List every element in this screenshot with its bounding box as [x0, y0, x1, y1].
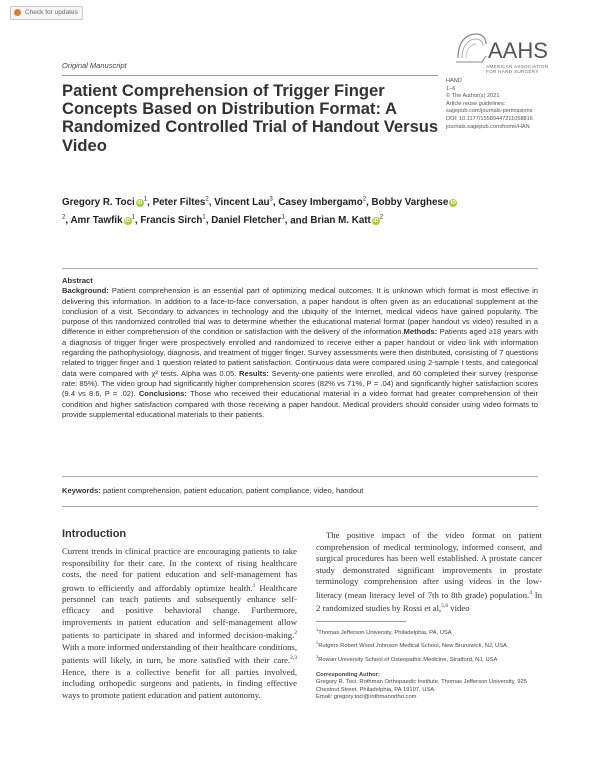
- citation[interactable]: 5,6: [441, 602, 449, 609]
- author: Casey Imbergamo$^2$,: [278, 197, 372, 209]
- logo-name: AAHS: [488, 38, 548, 63]
- citation[interactable]: 2,3: [290, 655, 297, 662]
- aahs-logo: [452, 28, 572, 78]
- introduction-heading: Introduction: [62, 528, 127, 540]
- abstract-body: [62, 286, 538, 420]
- author: Brian M. Katt $iD^2$: [310, 214, 384, 226]
- paper-title: Patient Comprehension of Trigger Finger Concepts Based on Distribution Format: A Randomized Controlled Trial of Handout Versus Video: [62, 81, 439, 155]
- affiliation-item: $^1$Thomas Jefferson University, Philadelphia, PA, USA: [316, 627, 452, 636]
- corresponding-author: [316, 672, 542, 702]
- corresponding-label: Corresponding Author:: [316, 672, 380, 678]
- keywords-top-divider: [62, 476, 538, 477]
- citation[interactable]: 1: [252, 582, 256, 589]
- journal-metadata: [446, 78, 533, 131]
- logo-organization: AMERICAN ASSOCIATION FOR HAND SURGERY: [486, 64, 549, 75]
- methods-label: Methods:: [403, 327, 438, 337]
- journal-home-link[interactable]: journals.sagepub.com/home/HAN: [446, 123, 530, 130]
- page-range: 1–6: [446, 85, 456, 92]
- journal-name: HAND: [446, 78, 462, 84]
- update-icon: [14, 9, 21, 16]
- background-label: Background:: [62, 286, 109, 296]
- conclusions-label: Conclusions:: [138, 389, 187, 399]
- abstract-heading: Abstract: [62, 276, 93, 285]
- results-text: Seventy-one patients were enrolled, and 60 completed their survey (response rate: 85%). The video group had significantly higher comprehension scores (82% vs 71%, P = .04) and significantly higher satisfaction scores (9.4 vs 8.6, P = .02).: [62, 368, 538, 399]
- author: Francis Sirch$^1$,: [140, 214, 212, 226]
- introduction-left-column: Current trends in clinical practice are encouraging patients to take responsibility for their care. In the context of rising healthcare costs, the need for patient education and self-management has grown to efficiently and affordably optimize health.$^1$ Healthcare personnel can teach patients and subsequently enhance self-efficacy and positive behavioral change. Furthermore, improvements in patient education and self-management allow patients to participate in shared and informed decision-making.$^2$ With a more informed understanding of their healthcare conditions, patients will likely, in turn, be more satisfied with their care.$^{2,3}$ Hence, there is a collective benefit for all parties involved, including orthopedic surgeons and patients, in finding effective ways to promote patient education and patient autonomy.: [62, 546, 297, 700]
- introduction-right-column: The positive impact of the video format on patient comprehension of medical terminology, informed consent, and surgical procedures has been well established. A prostate cancer study demonstrated significant improvements in prostate terminology comprehension after using videos in the low-literacy (mean literacy level of 7th to 8th grade) population.$^4$ In 2 randomized studies by Rossi et al,$^{5,6}$ video: [316, 530, 542, 613]
- abstract-top-divider: [62, 268, 538, 269]
- citation[interactable]: 2: [294, 630, 297, 637]
- author: Daniel Fletcher$^1$,: [211, 214, 291, 226]
- copyright: © The Author(s) 2021: [446, 93, 500, 100]
- conclusions-text: Those who received their educational material in a video format had greater comprehension of their condition and higher satisfaction compared with those receiving a paper handout. Medical providers should consider using video formats to provide supplemental educational materials to their patients.: [62, 389, 539, 419]
- abstract: [62, 276, 538, 420]
- orcid-icon[interactable]: iD: [373, 217, 379, 224]
- check-for-updates-badge[interactable]: Check for updates: [10, 6, 83, 20]
- orcid-icon[interactable]: iD: [125, 217, 131, 224]
- author-list: [62, 193, 462, 228]
- author: Gregory R. Toci $iD^1$,: [62, 197, 153, 209]
- affiliation-item: $^2$Rutgers Robert Wood Johnson Medical School, New Brunswick, NJ, USA: [316, 640, 507, 650]
- keywords-text: patient comprehension, patient education, patient compliance, video, handout: [100, 486, 364, 495]
- keywords: [62, 486, 538, 496]
- keywords-bottom-divider: [62, 506, 538, 507]
- citation[interactable]: 4: [529, 589, 532, 596]
- orcid-icon[interactable]: iD: [450, 200, 456, 207]
- author: Vincent Lau$^3$,: [214, 197, 279, 209]
- background-text: Patient comprehension is an essential part of optimizing medical outcomes. It is unknown which format is most effective in delivering this information. In addition to a face-to-face conversation, a paper handout is often given as an educational supplement at the conclusion of a visit. Secondary to advances in technology and the ubiquity of the Internet, medical videos have gained popularity. The purpose of this randomized controlled trial was to determine whether the educational material format (paper handout vs video) resulted in a difference in either comprehension of the condition or satisfaction with the delivery of the information.: [62, 286, 538, 337]
- affiliations: [316, 626, 542, 666]
- header-divider: [62, 75, 438, 76]
- manuscript-type-label: Original Manuscript: [62, 61, 127, 70]
- affiliation-item: $^3$Rowan University School of Osteopathic Medicine, Stratford, NJ, USA: [316, 653, 498, 663]
- reuse-guidelines: Article reuse guidelines:: [446, 100, 506, 107]
- keywords-label: Keywords:: [62, 486, 101, 495]
- permissions-link[interactable]: sagepub.com/journals-permissions: [446, 108, 533, 115]
- corresponding-email[interactable]: Email: gregory.toci@rothmanortho.com: [316, 694, 417, 701]
- author: Bobby Varghese $iD^2$,: [62, 197, 456, 226]
- author: Amr Tawfik $iD^1$,: [70, 214, 141, 226]
- author: Peter Filtes$^2$,: [152, 197, 215, 209]
- methods-text: Patients aged ≥18 years with a diagnosis of trigger finger were prospectively enrolled and randomized to receive either a paper handout or video link with information regarding the pathophysiology, diagnosis, and treatment of trigger finger. Survey assessments were then distributed, consisting of 7 questions related to trigger finger and 1 question related to patient satisfaction. Continuous data were compared using 2-sample t tests, and categorical data were compared with χ² tests. Alpha was 0.05.: [62, 327, 538, 378]
- doi[interactable]: DOI: 10.1177/15589447211058816: [446, 115, 533, 122]
- orcid-icon[interactable]: iD: [137, 200, 143, 207]
- footnote-divider: [316, 621, 406, 622]
- corresponding-text: Gregory R. Toci, Rothman Orthopaedic Institute, Thomas Jefferson University, 925 Chestnut Street, Philadelphia, PA 19107, USA.: [316, 679, 527, 693]
- author-and: and: [290, 214, 311, 226]
- results-label: Results:: [239, 368, 269, 378]
